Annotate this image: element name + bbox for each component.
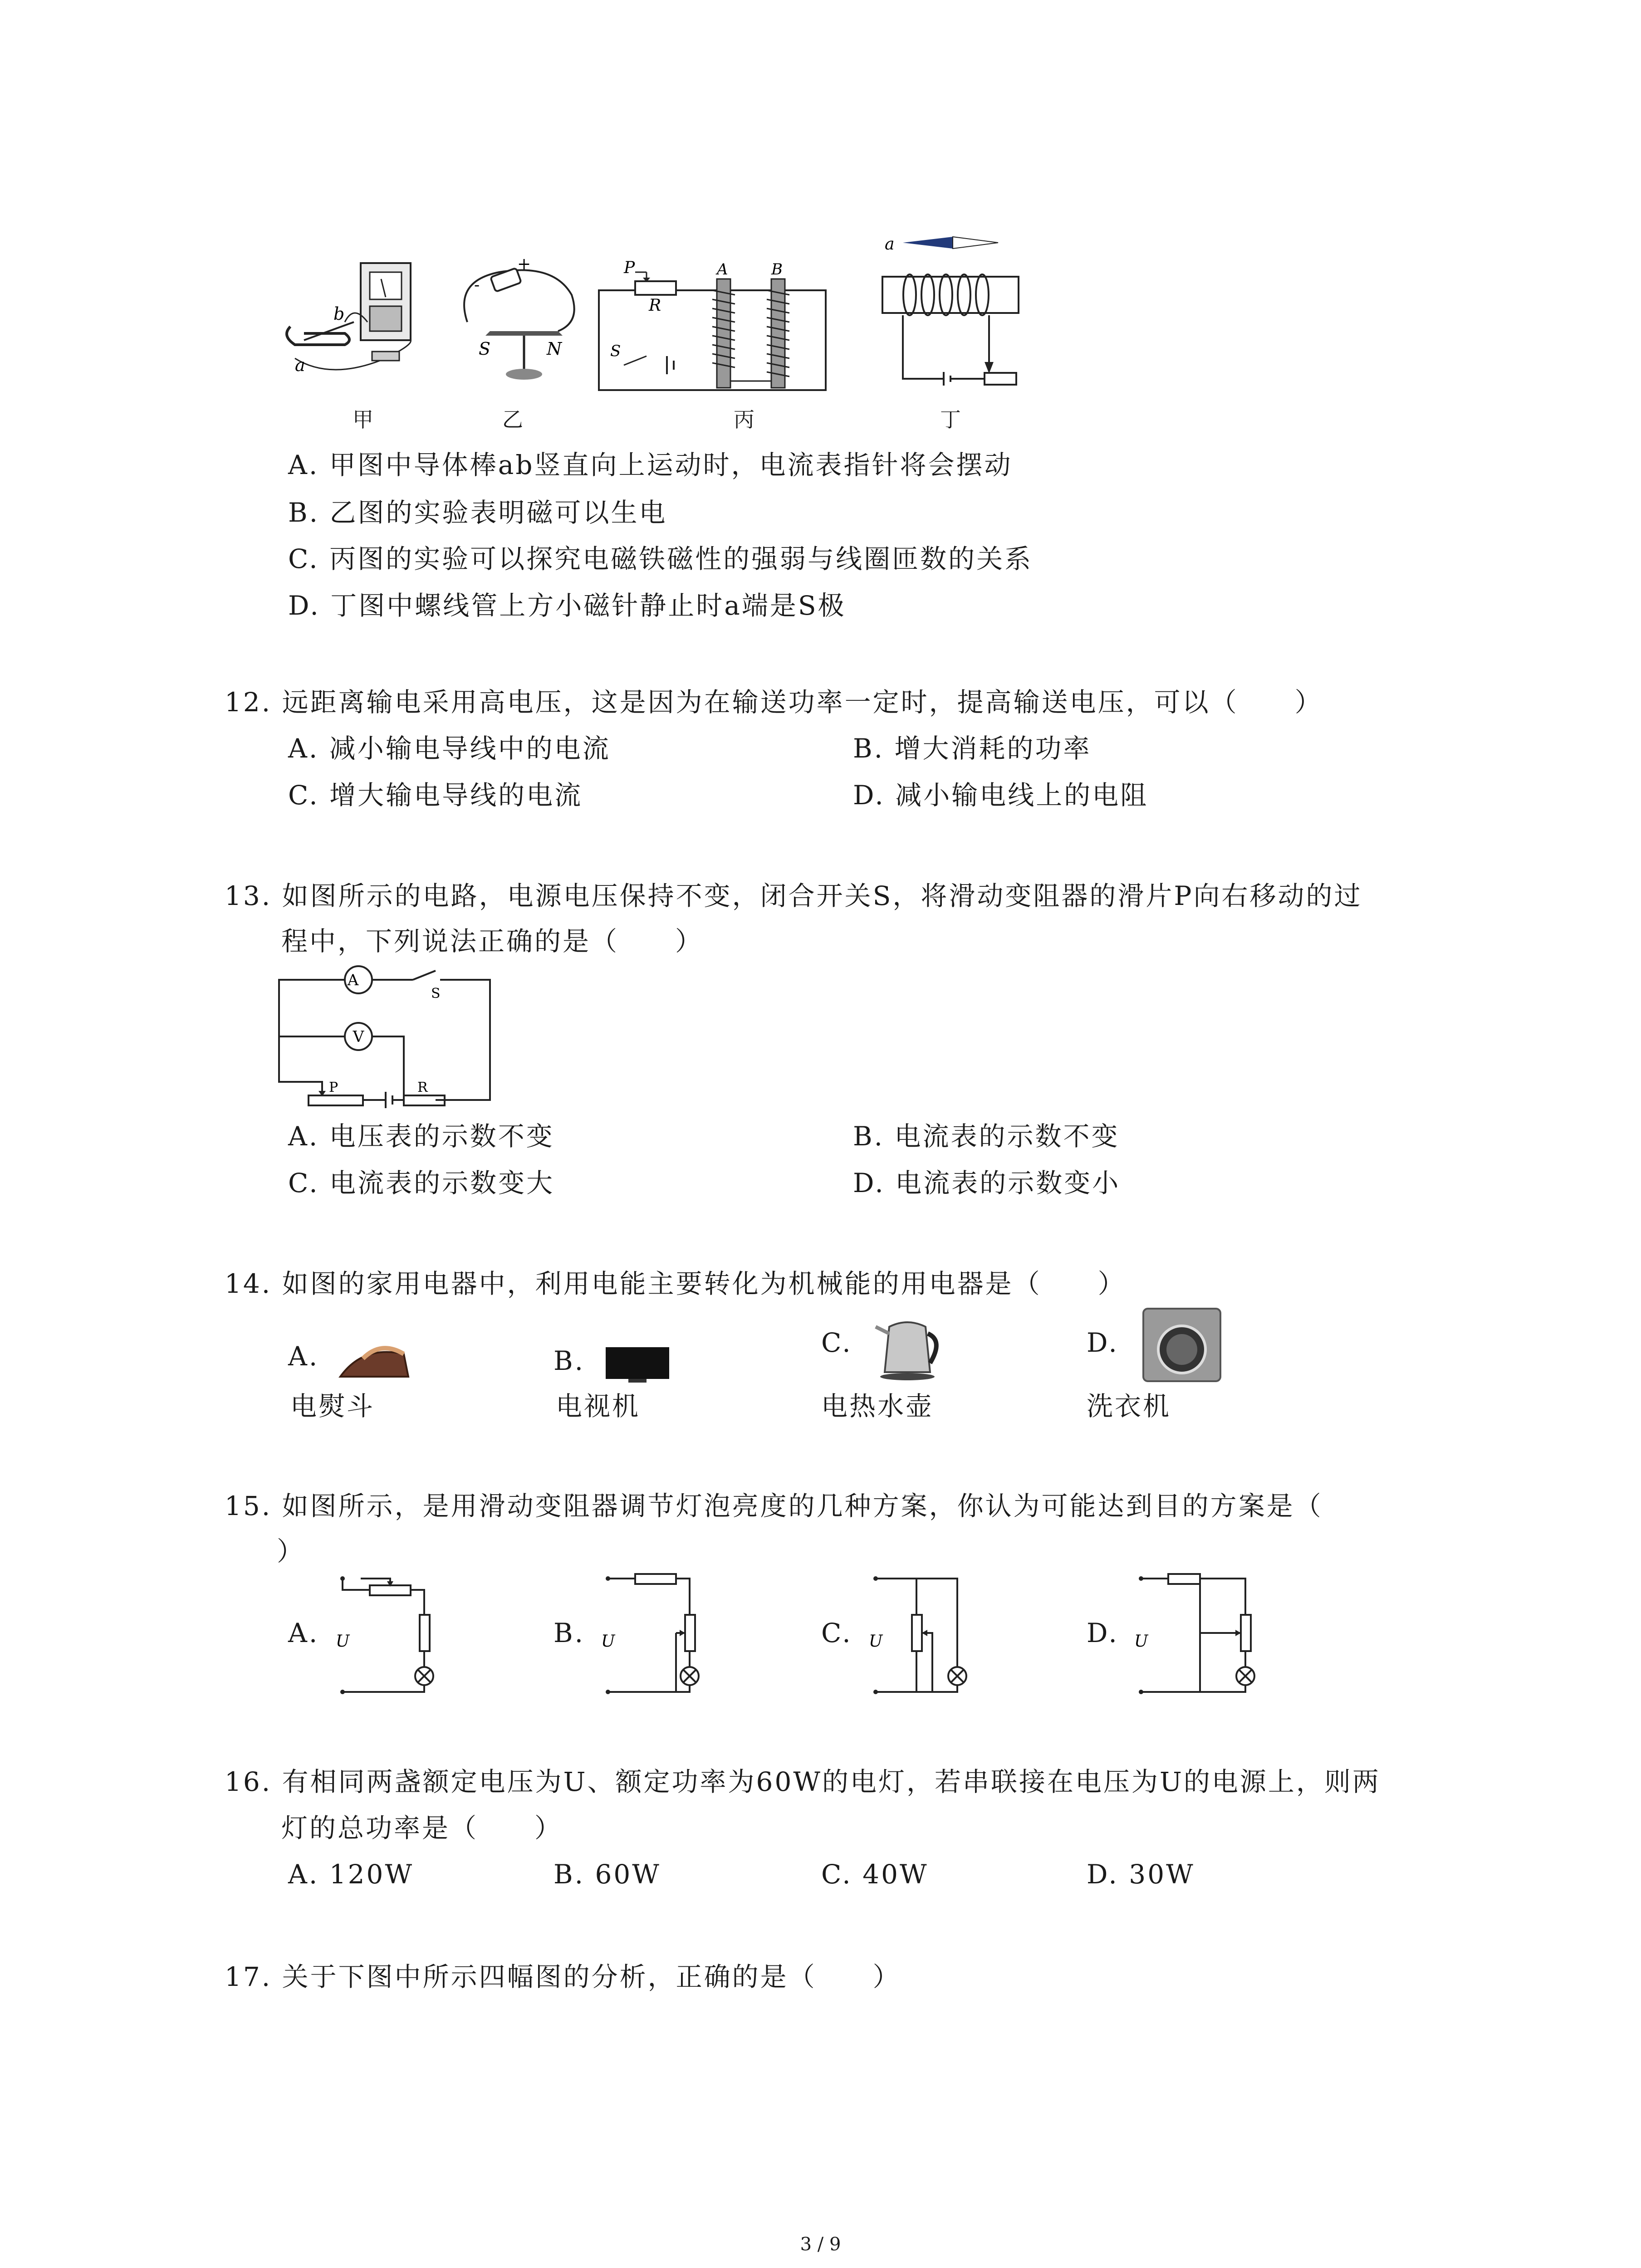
q15-stem-line2: ） (277, 1536, 305, 1567)
q15-circuit-d (1132, 1569, 1277, 1706)
q14-appliance-c: 电热水壶 (821, 1391, 934, 1422)
yi-label-plus: + (517, 255, 531, 274)
jia-label-b: b (333, 304, 345, 324)
q16-option-a: A. 120W (288, 1859, 414, 1890)
q15-letter-a: A. (288, 1618, 319, 1648)
q13-option-b: B. 电流表的示数不变 (853, 1121, 1120, 1152)
q15-d-u-label: U (1134, 1632, 1148, 1651)
q16-stem-line2: 灯的总功率是（ ） (281, 1813, 563, 1843)
q12-option-d: D. 减小输电线上的电阻 (853, 780, 1149, 811)
q11-figure-bing (592, 254, 837, 399)
q15-a-u-label: U (336, 1632, 350, 1651)
q11-caption-yi: 乙 (502, 407, 523, 432)
q15-letter-d: D. (1087, 1618, 1119, 1648)
voltmeter-label: V (353, 1028, 364, 1046)
bing-label-b: B (771, 260, 783, 279)
ammeter-label: A (347, 971, 359, 989)
q14-letter-a: A. (288, 1341, 319, 1372)
q11-figure-ding (876, 227, 1030, 399)
yi-label-minus: - (474, 276, 480, 294)
q15-letter-b: B. (554, 1618, 585, 1648)
bing-label-p: P (624, 259, 635, 277)
q13-option-d: D. 电流表的示数变小 (853, 1168, 1121, 1198)
q14-appliance-a: 电熨斗 (290, 1391, 375, 1422)
q16-option-b: B. 60W (554, 1859, 661, 1890)
yi-label-n: N (547, 339, 562, 359)
q16-option-d: D. 30W (1087, 1859, 1195, 1890)
q12-option-b: B. 增大消耗的功率 (853, 733, 1092, 764)
q14-letter-b: B. (554, 1345, 585, 1376)
q11-caption-jia: 甲 (353, 407, 373, 432)
q15-circuit-c (867, 1569, 1012, 1706)
q11-option-c: C. 丙图的实验可以探究电磁铁磁性的强弱与线圈匝数的关系 (288, 543, 1033, 574)
jia-label-a: a (295, 355, 305, 375)
bing-label-r: R (649, 296, 661, 315)
q14-appliance-d: 洗衣机 (1087, 1391, 1171, 1422)
q12-option-a: A. 减小输电导线中的电流 (288, 733, 611, 764)
q13-option-c: C. 电流表的示数变大 (288, 1168, 555, 1198)
q11-option-a: A. 甲图中导体棒ab竖直向上运动时，电流表指针将会摆动 (288, 450, 1013, 480)
yi-label-s: S (479, 339, 491, 359)
q13-option-a: A. 电压表的示数不变 (288, 1121, 554, 1152)
q14-appliance-b: 电视机 (556, 1391, 641, 1422)
q17-stem: 17. 关于下图中所示四幅图的分析，正确的是（ ） (225, 1961, 901, 1992)
q15-circuit-a (333, 1569, 479, 1706)
kettle-icon (871, 1309, 944, 1381)
q11-figure-yi (449, 254, 585, 390)
q11-option-b: B. 乙图的实验表明磁可以生电 (288, 497, 667, 528)
q13-stem-line1: 13. 如图所示的电路，电源电压保持不变，闭合开关S，将滑动变阻器的滑片P向右移动的过 (225, 880, 1362, 911)
q14-letter-c: C. (821, 1327, 852, 1358)
resistor-label: R (417, 1080, 428, 1095)
q15-b-u-label: U (601, 1632, 615, 1651)
washing-machine-icon (1139, 1306, 1225, 1383)
ding-label-a: a (885, 235, 895, 254)
q15-c-u-label: U (869, 1632, 883, 1651)
slider-label: P (329, 1080, 338, 1095)
q11-figure-jia (277, 254, 440, 390)
q12-stem: 12. 远距离输电采用高电压，这是因为在输送功率一定时，提高输送电压，可以（ ） (225, 687, 1323, 718)
q11-option-d: D. 丁图中螺线管上方小磁针静止时a端是S极 (288, 590, 846, 621)
bing-label-a: A (717, 260, 728, 279)
q13-circuit (272, 964, 499, 1118)
q15-letter-c: C. (821, 1618, 852, 1648)
q16-option-c: C. 40W (821, 1859, 929, 1890)
bing-label-s: S (610, 342, 621, 360)
q12-option-c: C. 增大输电导线的电流 (288, 780, 583, 811)
switch-label: S (431, 986, 441, 1002)
q11-caption-ding: 丁 (940, 407, 961, 432)
q14-letter-d: D. (1087, 1327, 1119, 1358)
tv-icon (603, 1345, 671, 1386)
iron-icon (336, 1331, 413, 1386)
page-number: 3 / 9 (800, 2234, 841, 2255)
q13-stem-line2: 程中，下列说法正确的是（ ） (281, 926, 704, 957)
q15-stem-line1: 15. 如图所示，是用滑动变阻器调节灯泡亮度的几种方案，你认为可能达到目的方案是（ (225, 1491, 1323, 1521)
q11-caption-bing: 丙 (734, 407, 754, 432)
q14-stem: 14. 如图的家用电器中，利用电能主要转化为机械能的用电器是（ ） (225, 1268, 1126, 1299)
q16-stem-line1: 16. 有相同两盏额定电压为U、额定功率为60W的电灯，若串联接在电压为U的电源上，则两 (225, 1766, 1381, 1797)
q15-circuit-b (599, 1569, 744, 1706)
